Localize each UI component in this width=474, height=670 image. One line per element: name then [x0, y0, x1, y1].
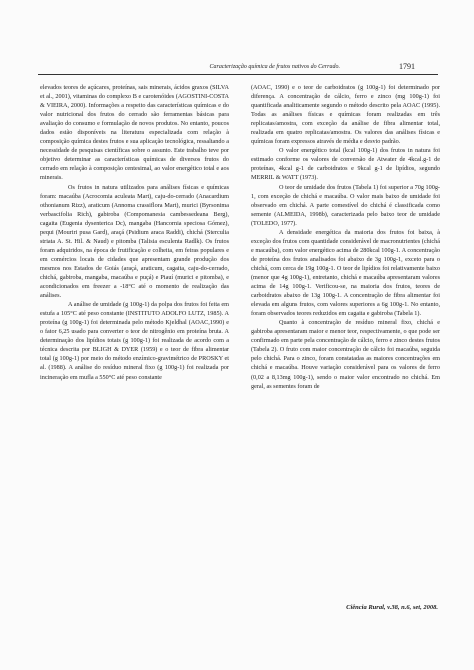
left-paragraph-1: elevados teores de açúcares, proteínas, sais minerais, ácidos graxos (SILVA et al., 2001), vitaminas do complexo B e carotenóides (AGOSTINI-COSTA & VIEIRA, 2000). Informações a respeito das características químicas e do valor nutricional dos frutos do cerrado são ferramentas básicas para avaliação do consumo e formulação de novos produtos. No entanto, poucos dados estão disponíveis na literatura especializada com relação à composição química destes frutos e sua aplicação tecnológica, ressaltando a necessidade de pesquisas científicas sobre o assunto. Este trabalho teve por objetivo determinar as características químicas de diversos frutos do cerrado em relação à composição centesimal, ao valor energético total e aos minerais. [40, 84, 229, 182]
left-column [40, 83, 229, 382]
header-rule [38, 74, 438, 75]
page-number: 1791 [399, 62, 415, 71]
right-paragraph-2: O valor energético total (kcal 100g-1) dos frutos in natura foi estimado conforme os valores de conversão de Atwater de 4kcal.g-1 de proteínas, 4kcal g-1 de carboidratos e 9kcal g-1 de lipídios, segundo MERRIL & WATT (1973). [251, 147, 440, 182]
right-paragraph-4: A densidade energética da maioria dos frutos foi baixa, à exceção dos frutos com quantidade considerável de macronutrientes (chichá e macaúba), com valor energético acima de 280kcal 100g-1. A concentração de proteína dos frutos analisados foi abaixo de 3g 100g-1, exceto para o chichá, com cerca de 19g 100g-1. O teor de lipídios foi relativamente baixo (menor que 4g 100g-1), entretanto, chichá e macaúba apresentaram valores acima de 14g 100g-1. Verificou-se, na maioria dos frutos, teores de carboidratos abaixo de 13g 100g-1. A concentração de fibra alimentar foi elevada em alguns frutos, com valores superiores a 6g 100g-1. No entanto, foram observados teores reduzidos em cagaita e gabiroba (Tabela 1). [251, 228, 440, 318]
right-paragraph-1: (AOAC, 1990) e o teor de carboidratos (g 100g-1) foi determinado por diferença. A concentração de cálcio, ferro e zinco (mg 100g-1) foi quantificada analiticamente segundo o método descrito pela AOAC (1995). Todas as análises físicas e químicas foram realizadas em três replicatas/amostra, com exceção da análise de fibra alimentar total, realizada em quatro replicatas/amostra. Os valores das análises físicas e químicas foram expressos através de média e desvio padrão. [251, 84, 440, 146]
right-paragraph-5: Quanto à concentração de resíduo mineral fixo, chichá e gabiroba apresentaram maior e menor teor, respectivamente, o que pode ser confirmado em parte pela concentração de cálcio, ferro e zinco destes frutos (Tabela 2). O fruto com maior concentração de cálcio foi macaúba, seguida pelo chichá. Para o zinco, foram constatadas as maiores concentrações em chichá e macaúba. Houve variação considerável para os valores de ferro (0,02 a 8,13mg 100g-1), sendo o maior valor encontrado no chichá. Em geral, as sementes foram de [251, 319, 440, 390]
right-column [251, 83, 440, 391]
right-paragraph-3: O teor de umidade dos frutos (Tabela 1) foi superior a 70g 100g-1, com exceção de chichá e macaúba. O valor mais baixo de umidade foi observado em chichá. A parte comestível do chichá é classificada como semente (ALMEIDA, 1998b), caracterizada pelo baixo teor de umidade (TOLEDO, 1977). [251, 183, 440, 227]
left-paragraph-3: A análise de umidade (g 100g-1) da polpa dos frutos foi feita em estufa a 105°C até peso constante (INSTITUTO ADOLFO LUTZ, 1985). A proteína (g 100g-1) foi determinada pelo método Kjeldhal (AOAC,1990) e o fator 6,25 usado para converter o teor de nitrogênio em proteína bruta. A determinação dos lipídios totais (g 100g-1) foi realizada de acordo com a técnica descrita por BLIGH & DYER (1959) e o teor de fibra alimentar total (g 100g-1) por meio do método enzímico-gravimétrico de PROSKY et al. (1988). A análise do resíduo mineral fixo (g 100g-1) foi realizada por incineração em mufla a 550°C até peso constante [40, 301, 229, 381]
left-paragraph-2: Os frutos in natura utilizados para análises físicas e químicas foram: macaúba (Acrocomia aculeata Mart), caju-do-cerrado (Anacardium othonianum Rizz), araticum (Annoma crassiflora Mart), murici (Byrsonima verbascifolia Rich), gabiroba (Compomanesia cambessedeana Berg), cagaita (Eugenia dysenterica Dc), mangaba (Hancornia speciosa Gómez), pequi (Mouriri pusa Gard), araçá (Psidium araca Raddi), chichá (Sterculia striata A. St. Hil. & Naud) e pitomba (Talisia esculenta Radlk). Os frutos foram adquiridos, na época de frutificação e colheita, em feiras populares e em comércios locais de cidades que apresentam grande produção dos mesmos nos Estados de Goiás (araçá, araticum, cagaita, caju-do-cerrado, chichá, gabiroba, mangaba, macaúba e puçá) e Piauí (murici e pitomba), e acondicionados em freezer a -18°C até o momento de realização das análises. [40, 183, 229, 300]
journal-footer: Ciência Rural, v.38, n.6, set, 2008. [346, 604, 438, 611]
running-header-title: Caracterização química de frutos nativos do Cerrado. [209, 64, 340, 70]
